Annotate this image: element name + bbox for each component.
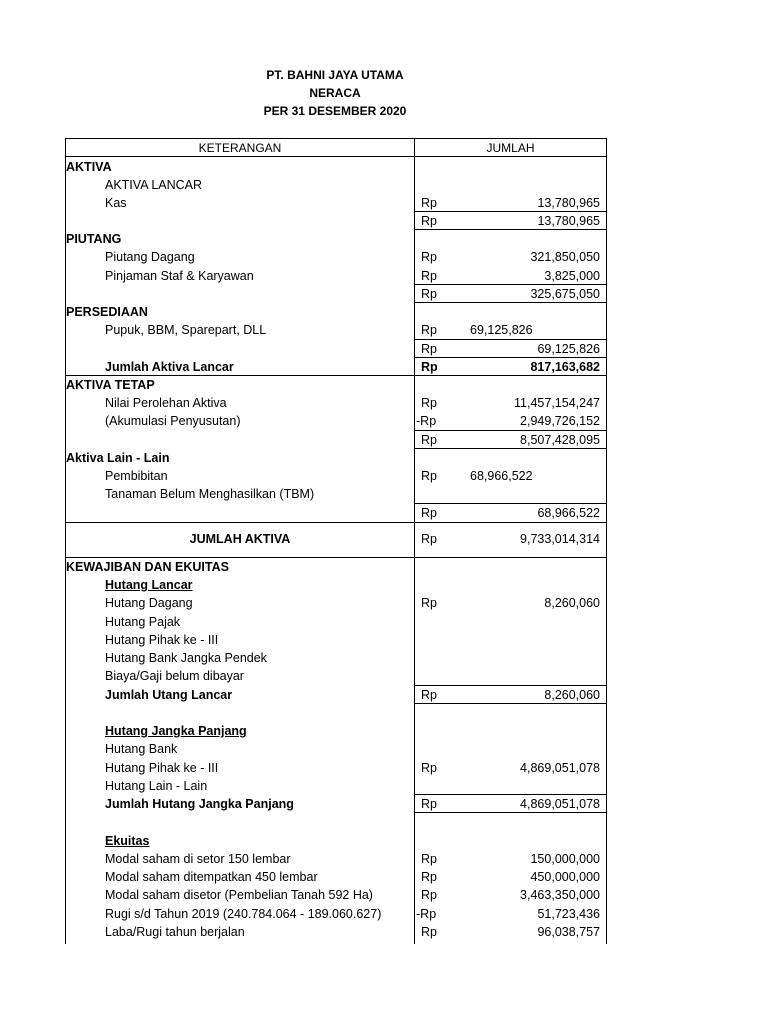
table-row <box>66 321 606 339</box>
row-label: Piutang Dagang <box>105 250 195 264</box>
currency-label: Rp <box>421 870 437 884</box>
table-row <box>66 504 606 522</box>
column-header-description: KETERANGAN <box>198 141 282 155</box>
table-row <box>66 886 606 904</box>
currency-label: Rp <box>421 532 437 546</box>
row-label: Hutang Bank Jangka Pendek <box>105 651 267 665</box>
table-row <box>66 303 606 321</box>
table-row <box>66 449 606 467</box>
section-title-kewajiban: KEWAJIBAN DAN EKUITAS <box>66 560 229 574</box>
table-row <box>66 722 606 740</box>
table-row <box>66 759 606 777</box>
section-title-aktiva: AKTIVA <box>66 160 112 174</box>
total-amount: 4,869,051,078 <box>520 797 600 811</box>
row-label: Kas <box>105 196 127 210</box>
table-row <box>66 686 606 704</box>
row-amount: 3,463,350,000 <box>520 888 600 902</box>
row-label: Tanaman Belum Menghasilkan (TBM) <box>105 487 315 501</box>
currency-label: Rp <box>421 196 437 210</box>
row-label: Hutang Pihak ke - III <box>105 633 219 647</box>
total-label: Jumlah Hutang Jangka Panjang <box>105 797 294 811</box>
row-amount: 150,000,000 <box>530 852 600 866</box>
currency-label: Rp <box>421 688 437 702</box>
row-label: Hutang Dagang <box>105 596 193 610</box>
grand-total-label: JUMLAH AKTIVA <box>189 532 291 546</box>
row-label: Nilai Perolehan Aktiva <box>105 396 227 410</box>
divider <box>66 522 606 523</box>
row-label: Modal saham disetor (Pembelian Tanah 592 Ha) <box>105 888 373 902</box>
row-amount: 68,966,522 <box>470 469 533 483</box>
table-row <box>66 267 606 285</box>
row-label: Pupuk, BBM, Sparepart, DLL <box>105 323 267 337</box>
row-label: Pinjaman Staf & Karyawan <box>105 269 254 283</box>
table-row <box>66 176 606 194</box>
currency-label: Rp <box>421 342 437 356</box>
row-amount: 96,038,757 <box>537 925 600 939</box>
table-row <box>66 649 606 667</box>
table-row <box>66 558 606 576</box>
table-row <box>66 412 606 430</box>
table-row <box>66 376 606 394</box>
report-period: PER 31 DESEMBER 2020 <box>263 104 407 118</box>
subtotal-amount: 68,966,522 <box>537 506 600 520</box>
currency-label: Rp <box>421 323 437 337</box>
table-row <box>66 212 606 230</box>
total-label: Jumlah Aktiva Lancar <box>105 360 234 374</box>
table-row <box>66 740 606 758</box>
group-title: Ekuitas <box>105 834 150 848</box>
currency-label: Rp <box>421 797 437 811</box>
group-title: Aktiva Lain - Lain <box>66 451 170 465</box>
subtotal-amount: 8,507,428,095 <box>520 433 600 447</box>
balance-sheet-table <box>65 138 607 944</box>
table-row <box>66 905 606 923</box>
table-row <box>66 832 606 850</box>
table-row <box>66 467 606 485</box>
table-row <box>66 576 606 594</box>
table-row <box>66 923 606 941</box>
row-label: Modal saham ditempatkan 450 lembar <box>105 870 318 884</box>
currency-label: Rp <box>421 396 437 410</box>
group-title: PIUTANG <box>66 232 122 246</box>
table-row <box>66 230 606 248</box>
currency-label: Rp <box>421 360 438 374</box>
total-label: Jumlah Utang Lancar <box>105 688 233 702</box>
subtotal-amount: 325,675,050 <box>530 287 600 301</box>
row-amount: 3,825,000 <box>544 269 600 283</box>
table-row <box>66 594 606 612</box>
row-amount: 69,125,826 <box>470 323 533 337</box>
row-amount: 450,000,000 <box>530 870 600 884</box>
table-row <box>66 431 606 449</box>
row-amount: 2,949,726,152 <box>520 414 600 428</box>
grand-total-amount: 9,733,014,314 <box>520 532 600 546</box>
row-amount: 4,869,051,078 <box>520 761 600 775</box>
group-title: Hutang Lancar <box>105 578 193 592</box>
currency-label: Rp <box>421 250 437 264</box>
currency-label: Rp <box>421 925 437 939</box>
currency-label: Rp <box>421 214 437 228</box>
report-title: NERACA <box>309 86 361 100</box>
total-amount: 8,260,060 <box>544 688 600 702</box>
currency-label: Rp <box>421 761 437 775</box>
table-row <box>66 158 606 176</box>
row-label: Laba/Rugi tahun berjalan <box>105 925 245 939</box>
currency-label: Rp <box>421 287 437 301</box>
currency-label: Rp <box>421 888 437 902</box>
row-amount: 13,780,965 <box>537 196 600 210</box>
row-label: Rugi s/d Tahun 2019 (240.784.064 - 189.060.627) <box>105 907 382 921</box>
table-row <box>66 631 606 649</box>
column-header-amount: JUMLAH <box>486 141 535 155</box>
row-label: Modal saham di setor 150 lembar <box>105 852 291 866</box>
row-label: Biaya/Gaji belum dibayar <box>105 669 244 683</box>
table-row <box>66 394 606 412</box>
group-title: AKTIVA TETAP <box>66 378 155 392</box>
row-amount: 321,850,050 <box>530 250 600 264</box>
table-row <box>66 613 606 631</box>
group-title: Hutang Jangka Panjang <box>105 724 247 738</box>
header-divider <box>66 156 606 157</box>
currency-label: Rp <box>421 506 437 520</box>
currency-label: Rp <box>421 269 437 283</box>
table-row <box>66 777 606 795</box>
table-row <box>66 248 606 266</box>
table-row <box>66 850 606 868</box>
group-title: AKTIVA LANCAR <box>105 178 203 192</box>
group-title: PERSEDIAAN <box>66 305 148 319</box>
table-row <box>66 485 606 503</box>
table-row <box>66 667 606 685</box>
currency-label: Rp <box>421 433 437 447</box>
table-row <box>66 795 606 813</box>
table-row <box>66 340 606 358</box>
row-label: Hutang Bank <box>105 742 178 756</box>
currency-label: -Rp <box>416 414 437 428</box>
row-amount: 51,723,436 <box>537 907 600 921</box>
subtotal-amount: 69,125,826 <box>537 342 600 356</box>
currency-label: Rp <box>421 596 437 610</box>
row-label: Hutang Pajak <box>105 615 181 629</box>
table-row <box>66 868 606 886</box>
table-row <box>66 358 606 376</box>
company-name: PT. BAHNI JAYA UTAMA <box>266 68 404 82</box>
currency-label: Rp <box>421 469 437 483</box>
currency-label: -Rp <box>416 907 437 921</box>
row-label: Hutang Pihak ke - III <box>105 761 219 775</box>
total-amount: 817,163,682 <box>530 360 600 374</box>
row-label: Pembibitan <box>105 469 168 483</box>
table-row <box>66 194 606 212</box>
table-row <box>66 285 606 303</box>
row-label: Hutang Lain - Lain <box>105 779 208 793</box>
row-amount: 8,260,060 <box>544 596 600 610</box>
currency-label: Rp <box>421 852 437 866</box>
row-amount: 11,457,154,247 <box>514 396 600 410</box>
subtotal-amount: 13,780,965 <box>537 214 600 228</box>
row-label: (Akumulasi Penyusutan) <box>105 414 241 428</box>
table-row <box>66 530 606 548</box>
